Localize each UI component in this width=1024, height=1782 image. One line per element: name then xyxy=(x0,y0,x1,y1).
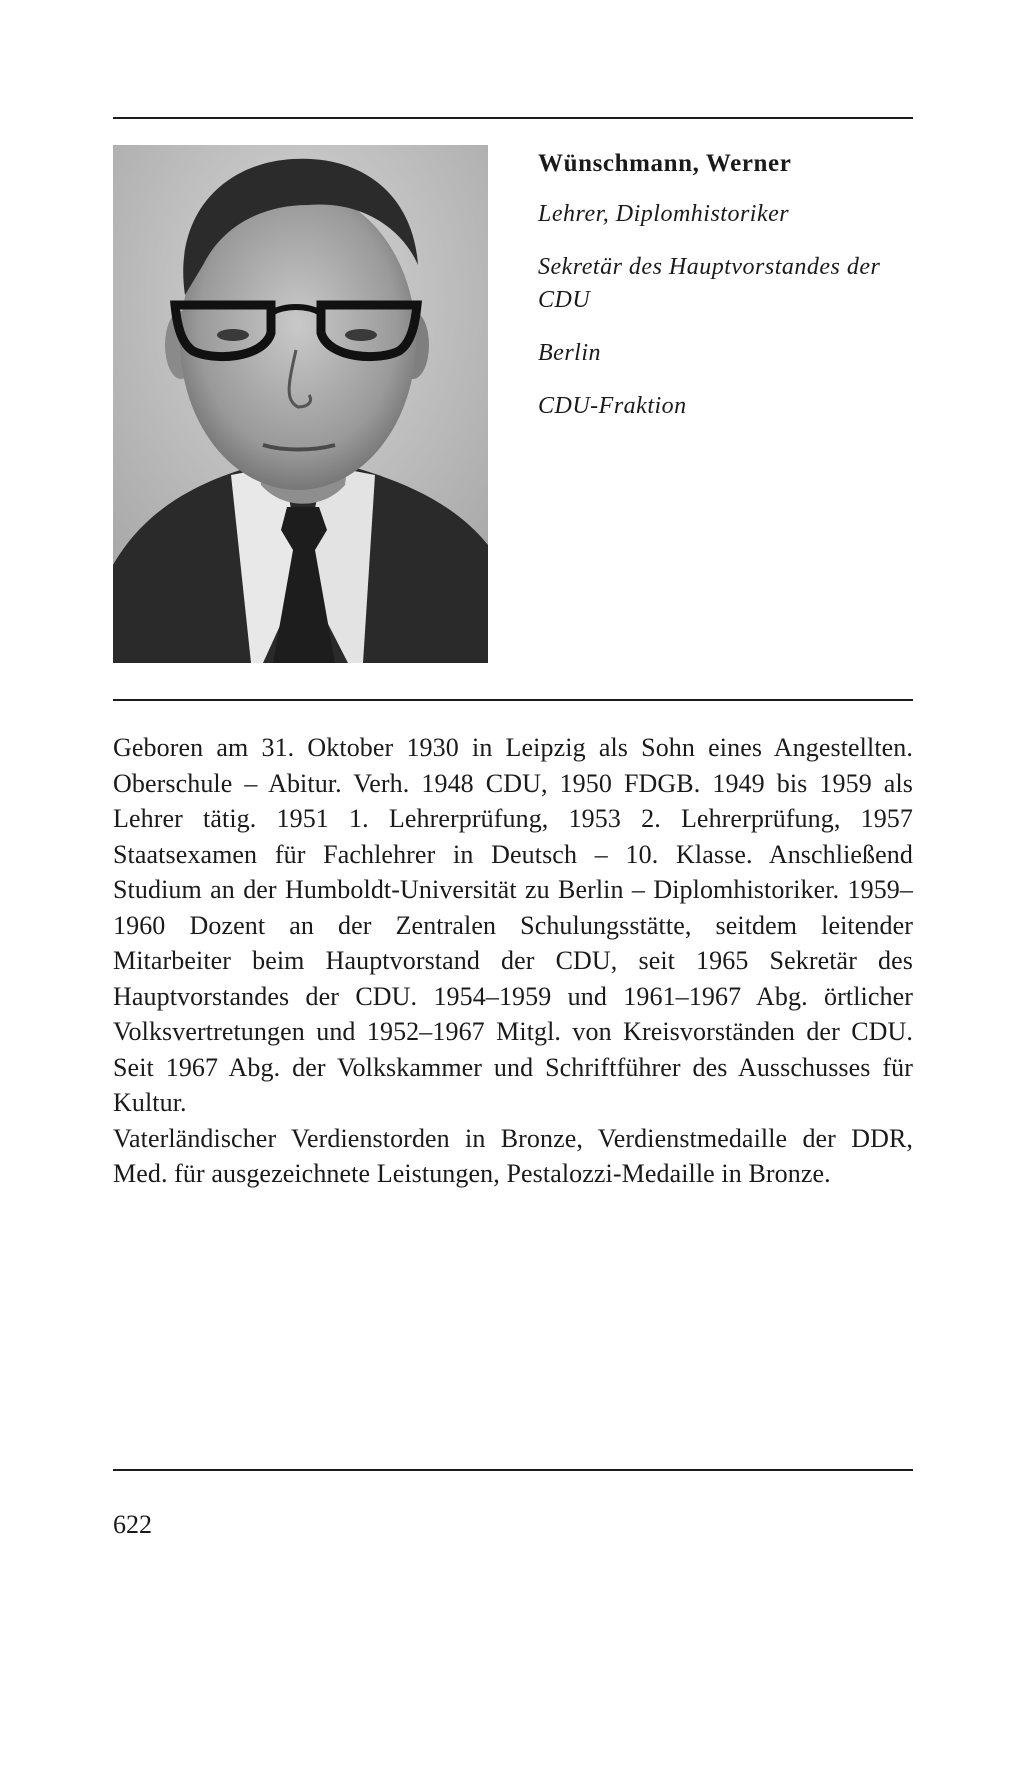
bottom-divider xyxy=(113,1469,913,1471)
portrait-photo xyxy=(113,145,488,663)
occupation: Lehrer, Diplomhistoriker xyxy=(538,201,790,227)
awards-paragraph: Vaterländischer Verdienstorden in Bronze, Verdienstmedaille der DDR, Med. für ausgezeichnete Leistungen, Pestalozzi-Medaille in Bronze. xyxy=(113,1123,913,1188)
page-number: 622 xyxy=(113,1510,152,1539)
location: Berlin xyxy=(538,340,601,366)
entry-header xyxy=(538,150,918,443)
position: Sekretär des Hauptvorstandes der CDU xyxy=(538,254,881,313)
biography xyxy=(113,730,913,1192)
top-divider xyxy=(113,117,913,119)
biography-paragraph: Geboren am 31. Oktober 1930 in Leipzig als Sohn eines Angestellten. Oberschule – Abitur. Verh. 1948 CDU, 1950 FDGB. 1949 bis 1959 als Lehrer tätig. 1951 1. Lehrerprüfung, 1953 2. Lehrerprüfung, 1957 Staatsexamen für Fachlehrer in Deutsch – 10. Klasse. Anschließend Studium an der Humboldt-Universität zu Berlin – Diplomhistoriker. 1959–1960 Dozent an der Zentralen Schulungsstätte, seitdem leitender Mitarbeiter beim Hauptvorstand der CDU, seit 1965 Sekretär des Hauptvorstandes der CDU. 1954–1959 und 1961–1967 Abg. örtlicher Volksvertretungen und 1952–1967 Mitgl. von Kreisvorständen der CDU. Seit 1967 Abg. der Volkskammer und Schriftführer des Ausschusses für Kultur. xyxy=(113,733,913,1117)
faction: CDU-Fraktion xyxy=(538,393,687,419)
middle-divider xyxy=(113,699,913,701)
person-name: Wünschmann, Werner xyxy=(538,150,792,177)
